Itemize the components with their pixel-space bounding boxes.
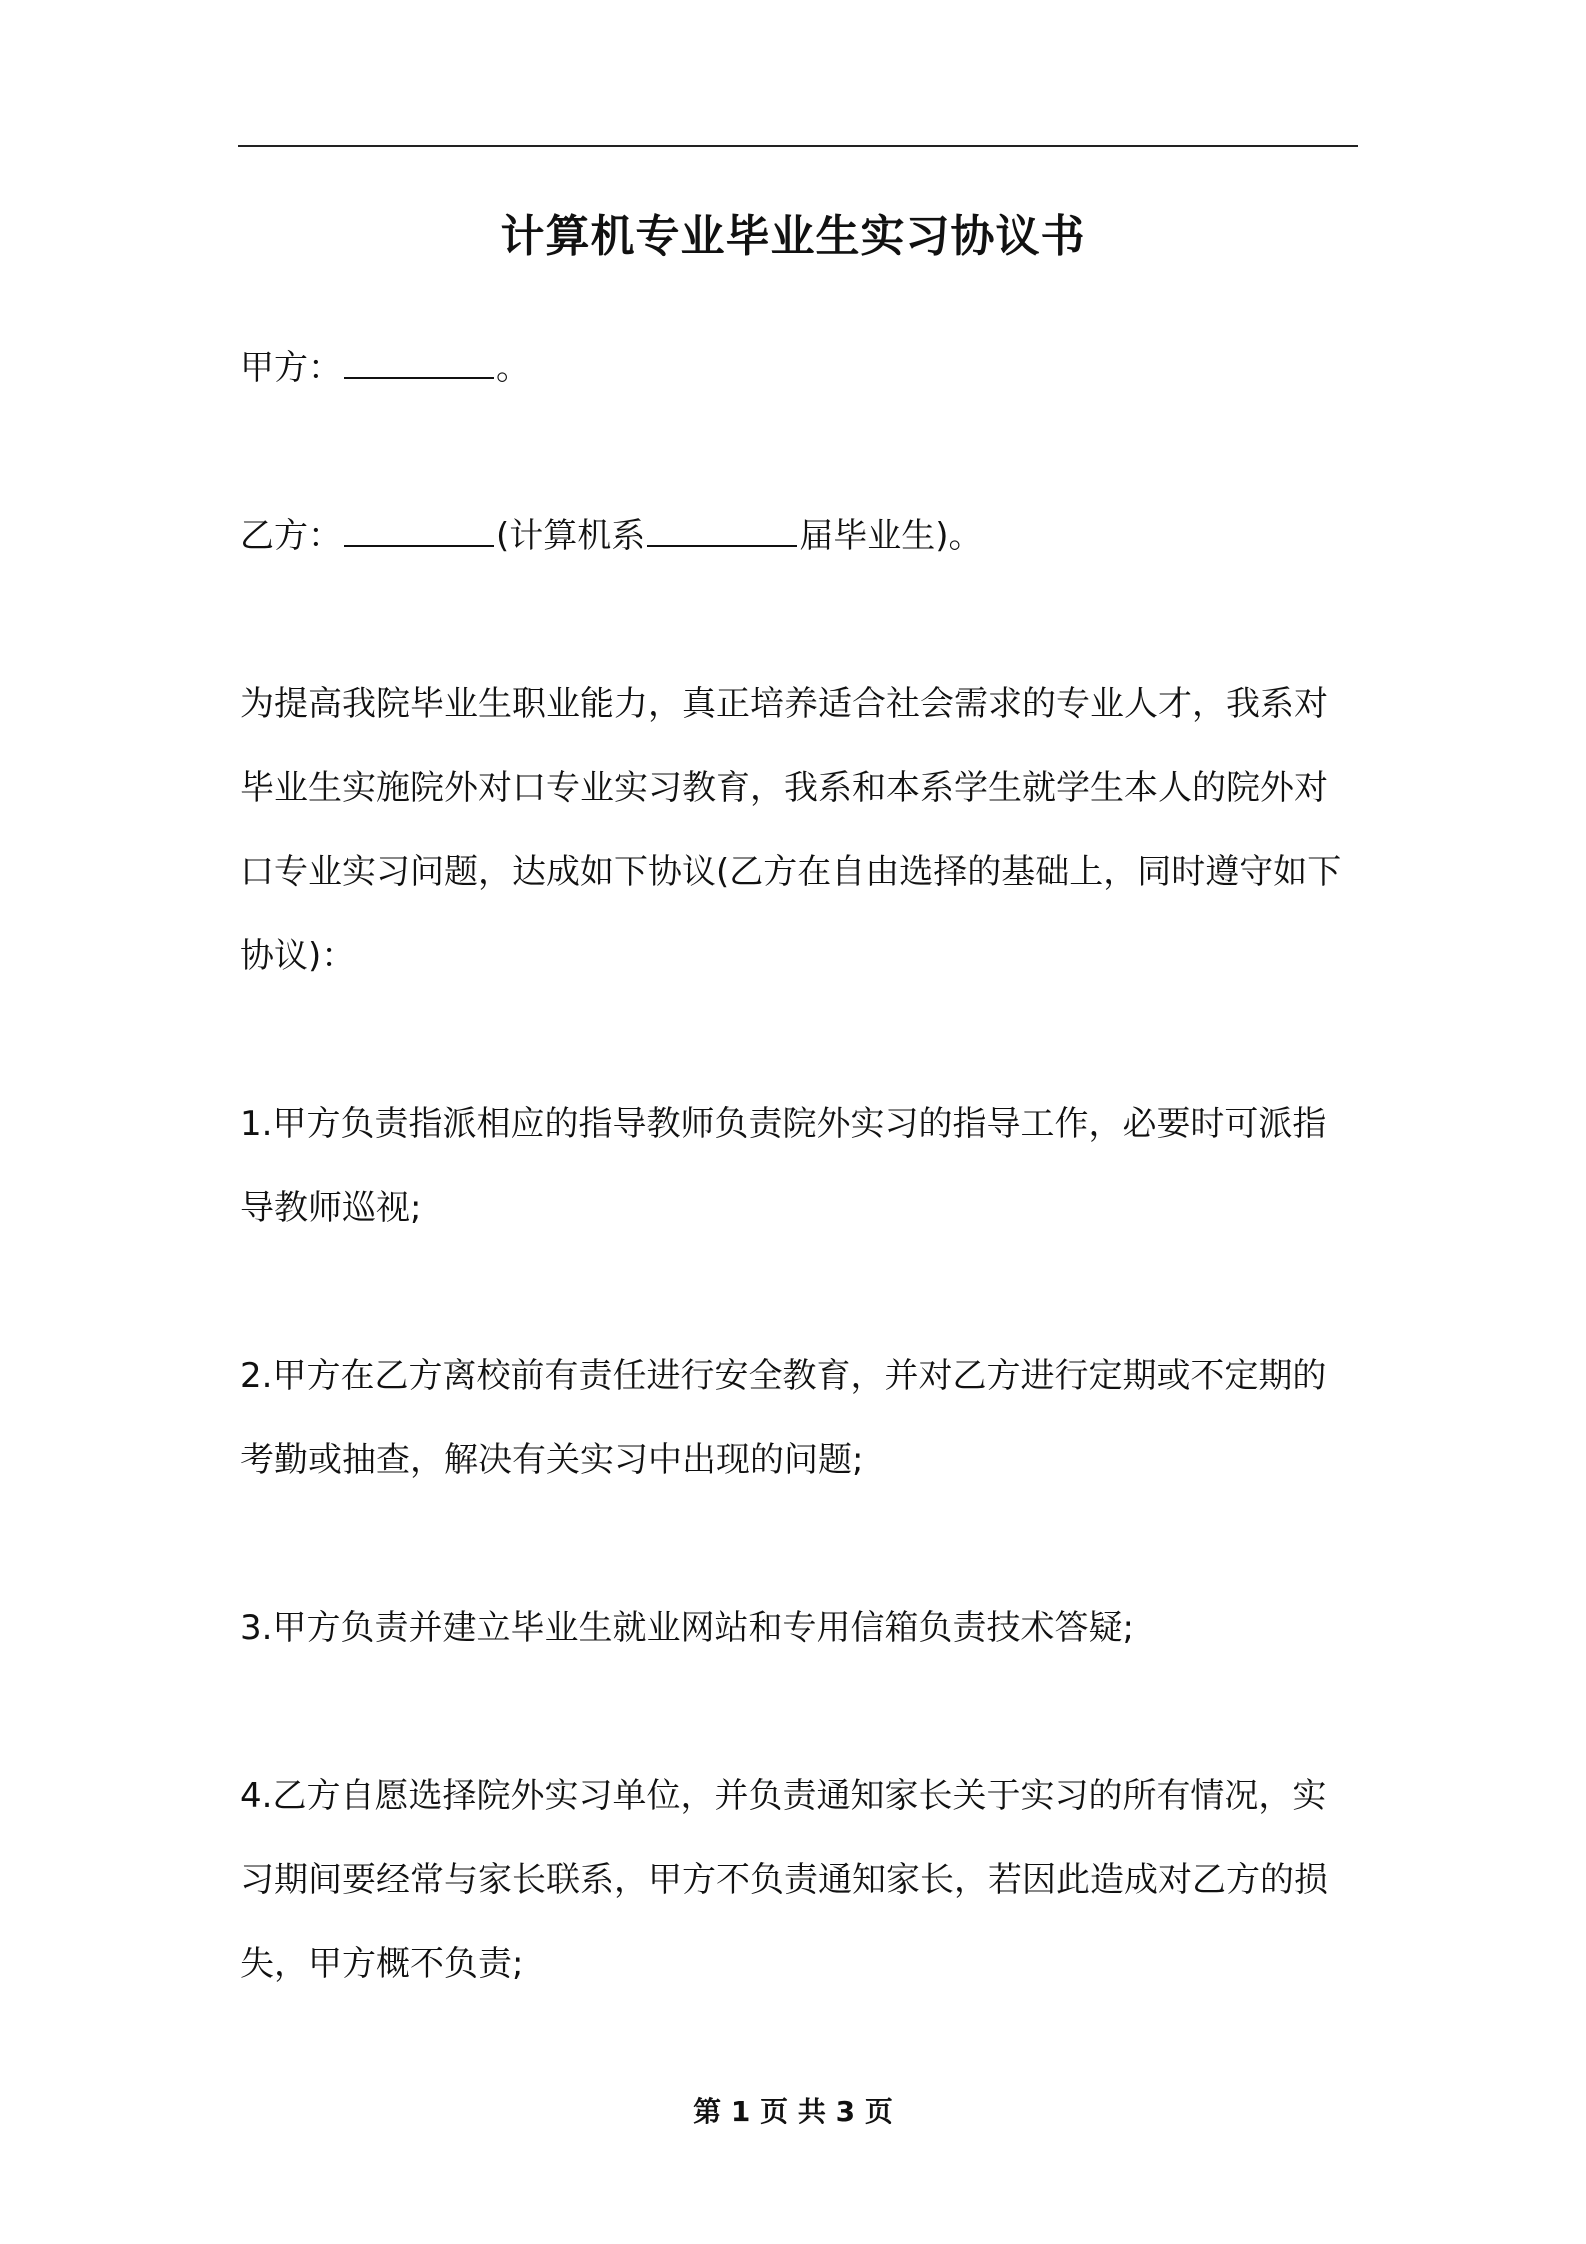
clause-1: 1.甲方负责指派相应的指导教师负责院外实习的指导工作，必要时可派指导教师巡视; (240, 1104, 1327, 1228)
page-number: 第 1 页 共 3 页 (693, 2095, 893, 2128)
party-a-blank (344, 347, 494, 379)
party-b-mid: (计算机系 (496, 516, 646, 556)
party-b-year-blank (647, 515, 797, 547)
header-rule (238, 145, 1358, 147)
party-a-suffix: 。 (496, 348, 530, 388)
party-b-suffix: 届毕业生)。 (799, 516, 983, 556)
clause-2: 2.甲方在乙方离校前有责任进行安全教育，并对乙方进行定期或不定期的考勤或抽查，解决有关实习中出现的问题; (240, 1356, 1327, 1480)
document-title: 计算机专业毕业生实习协议书 (500, 211, 1086, 262)
clause-3: 3.甲方负责并建立毕业生就业网站和专用信箱负责技术答疑; (240, 1608, 1134, 1648)
clause-4: 4.乙方自愿选择院外实习单位，并负责通知家长关于实习的所有情况，实习期间要经常与家长联系，甲方不负责通知家长，若因此造成对乙方的损失，甲方概不负责; (240, 1776, 1328, 1984)
party-a-label: 甲方： (240, 348, 342, 388)
party-b-line (240, 494, 1360, 578)
intro-paragraph: 为提高我院毕业生职业能力，真正培养适合社会需求的专业人才，我系对毕业生实施院外对口专业实习教育，我系和本系学生就学生本人的院外对口专业实习问题，达成如下协议(乙方在自由选择的基础上，同时遵守如下协议)： (240, 684, 1342, 976)
party-b-name-blank (344, 515, 494, 547)
party-b-label: 乙方： (240, 516, 342, 556)
party-a-line (240, 326, 1360, 410)
document-body (240, 326, 1360, 2090)
